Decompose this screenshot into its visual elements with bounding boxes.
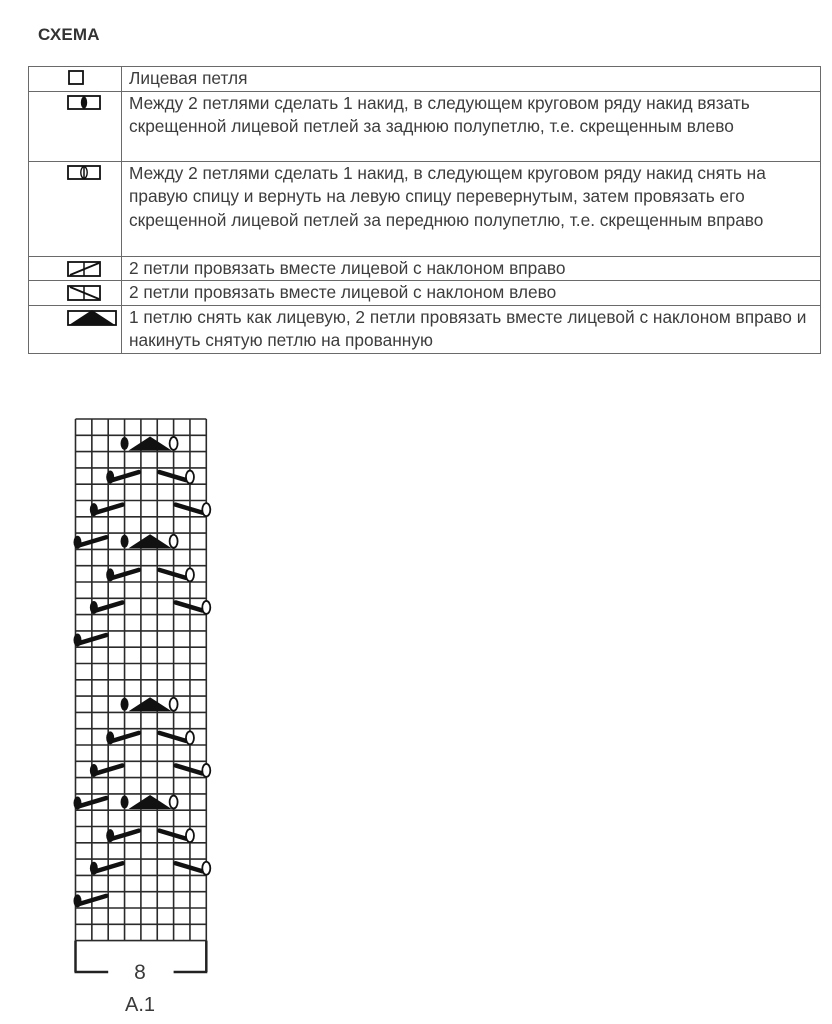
yarn-over-filled-mark (121, 698, 129, 711)
legend-text: 1 петлю снять как лицевую, 2 петли провязать вместе лицевой с наклоном вправо и накинуть снятую петлю на прованную (122, 305, 821, 353)
yarn-over-hollow-mark (186, 731, 194, 744)
legend-text: Между 2 петлями сделать 1 накид, в следующем круговом ряду накид вязать скрещенной лицевой петлей за заднюю полупетлю, т.е. скрещенным влево (122, 91, 821, 161)
yarn-over-hollow-mark (170, 796, 178, 809)
yarn-over-hollow-mark (170, 698, 178, 711)
schema-title: СХЕМА (38, 25, 100, 44)
legend-text: 2 петли провязать вместе лицевой с наклоном влево (122, 281, 821, 306)
yarn-over-hollow-mark (202, 764, 210, 777)
yarn-over-hollow-mark (186, 471, 194, 484)
stitch-count-label: 8 (134, 961, 146, 984)
yarn-over-filled-mark (121, 796, 129, 809)
yarn-over-filled-mark (90, 601, 98, 614)
yarn-over-filled-mark (90, 764, 98, 777)
yarn-over-hollow-mark (170, 535, 178, 548)
yarn-over-filled-mark (90, 503, 98, 516)
yarn-over-filled-mark (74, 894, 82, 907)
yarn-over-filled-mark (106, 471, 114, 484)
yarn-over-hollow-mark (186, 829, 194, 842)
yarn-over-hollow-mark (202, 503, 210, 516)
yarn-over-filled-mark (106, 568, 114, 581)
legend-text: Между 2 петлями сделать 1 накид, в следующем круговом ряду накид снять на правую спицу и вернуть на левую спицу перевернутым, затем провязать его скрещенной лицевой петлей за переднюю полупетлю, т.е. скрещенным вправо (122, 161, 821, 256)
yarn-over-filled-mark (90, 862, 98, 875)
yarn-over-filled-mark (106, 829, 114, 842)
yarn-over-filled-mark (74, 634, 82, 647)
yarn-over-filled-mark (74, 536, 82, 549)
yarn-over-hollow-mark (202, 862, 210, 875)
yarn-over-filled-mark (106, 731, 114, 744)
yarn-over-hollow-mark (170, 437, 178, 450)
yarn-over-hollow-mark (202, 601, 210, 614)
yarn-over-filled-mark (121, 437, 129, 450)
yarn-over-filled-mark (74, 797, 82, 810)
chart-name-label: A.1 (124, 994, 156, 1016)
yarn-over-filled-mark (121, 535, 129, 548)
legend-text: Лицевая петля (122, 67, 821, 92)
legend-text: 2 петли провязать вместе лицевой с наклоном вправо (122, 256, 821, 281)
yarn-over-hollow-mark (186, 568, 194, 581)
